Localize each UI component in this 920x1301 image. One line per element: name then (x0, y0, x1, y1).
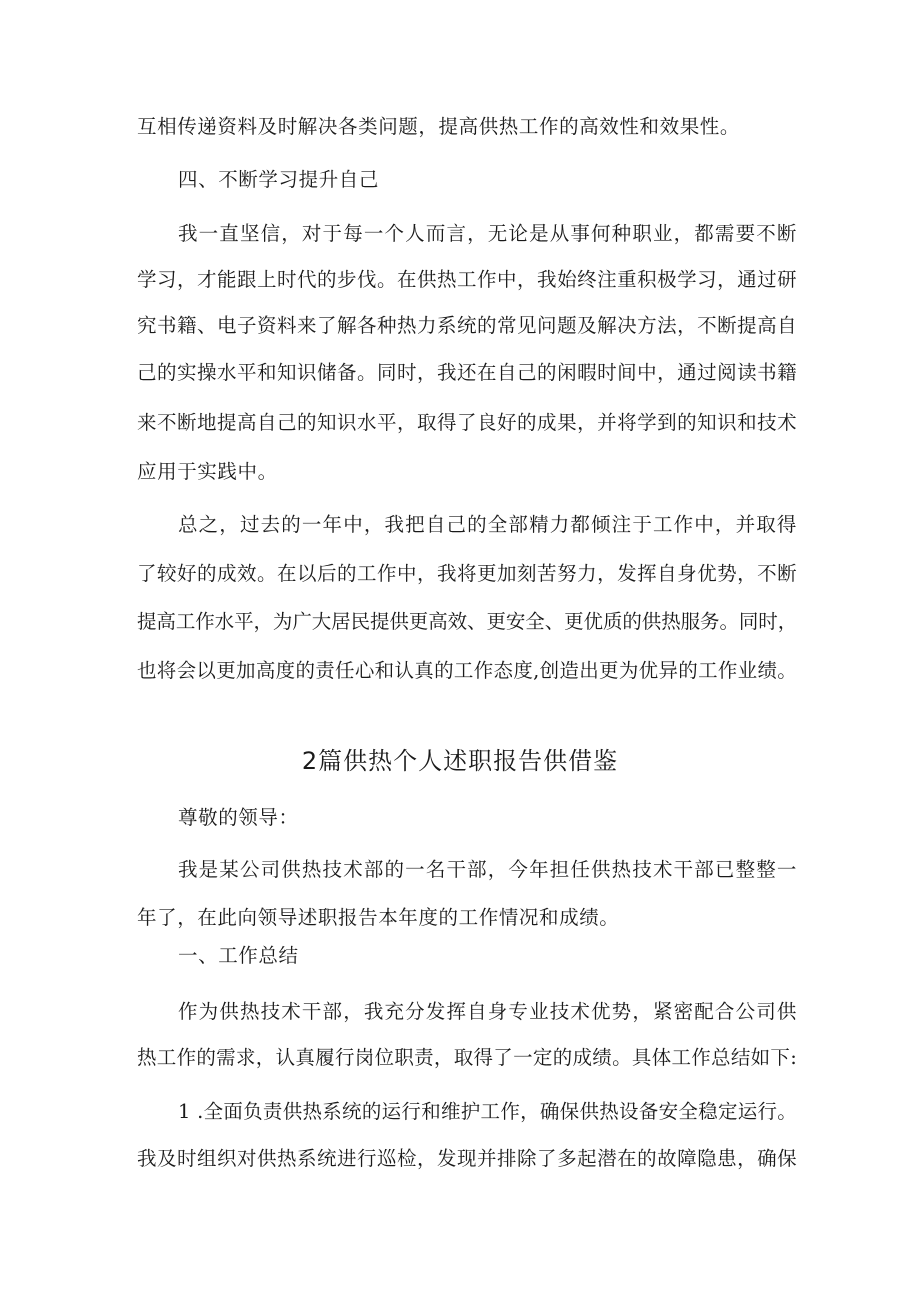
paragraph-line: 我一直坚信，对于每一个人而言，无论是从事何种职业，都需要不断 (178, 222, 797, 245)
section-title: 四、不断学习提升自己 (178, 168, 380, 191)
paragraph-line: 应用于实践中。 (137, 460, 278, 483)
paragraph-line: 我及时组织对供热系统进行巡检，发现并排除了多起潜在的故障隐患，确保 (137, 1147, 797, 1170)
paragraph-line: 1 .全面负责供热系统的运行和维护工作，确保供热设备安全稳定运行。 (178, 1100, 797, 1123)
paragraph-line: 热工作的需求，认真履行岗位职责，取得了一定的成绩。具体工作总结如下: (137, 1046, 797, 1069)
paragraph-line: 我是某公司供热技术部的一名干部，今年担任供热技术干部已整整一 (178, 858, 797, 881)
text-line: 互相传递资料及时解决各类问题，提高供热工作的高效性和效果性。 (137, 115, 741, 138)
paragraph-line: 总之，过去的一年中，我把自己的全部精力都倾注于工作中，并取得 (178, 513, 797, 536)
salutation: 尊敬的领导： (178, 806, 299, 829)
section-heading: 2篇供热个人述职报告供借鉴 (301, 747, 619, 775)
paragraph-line: 了较好的成效。在以后的工作中，我将更加刻苦努力，发挥自身优势，不断 (137, 562, 797, 585)
paragraph-line: 究书籍、电子资料来了解各种热力系统的常见问题及解决方法，不断提高自 (137, 314, 797, 337)
paragraph-line: 也将会以更加高度的责任心和认真的工作态度,创造出更为优异的工作业绩。 (137, 659, 797, 682)
paragraph-line: 年了，在此向领导述职报告本年度的工作情况和成绩。 (137, 906, 620, 929)
paragraph-line: 来不断地提高自己的知识水平，取得了良好的成果，并将学到的知识和技术 (137, 411, 797, 434)
paragraph-line: 作为供热技术干部，我充分发挥自身专业技术优势，紧密配合公司供 (178, 1000, 797, 1023)
section-title: 一、工作总结 (178, 944, 299, 967)
paragraph-line: 提高工作水平，为广大居民提供更高效、更安全、更优质的供热服务。同时， (137, 610, 797, 633)
paragraph-line: 学习，才能跟上时代的步伐。在供热工作中，我始终注重积极学习，通过研 (137, 268, 797, 291)
paragraph-line: 己的实操水平和知识储备。同时，我还在自己的闲暇时间中，通过阅读书籍 (137, 361, 797, 384)
